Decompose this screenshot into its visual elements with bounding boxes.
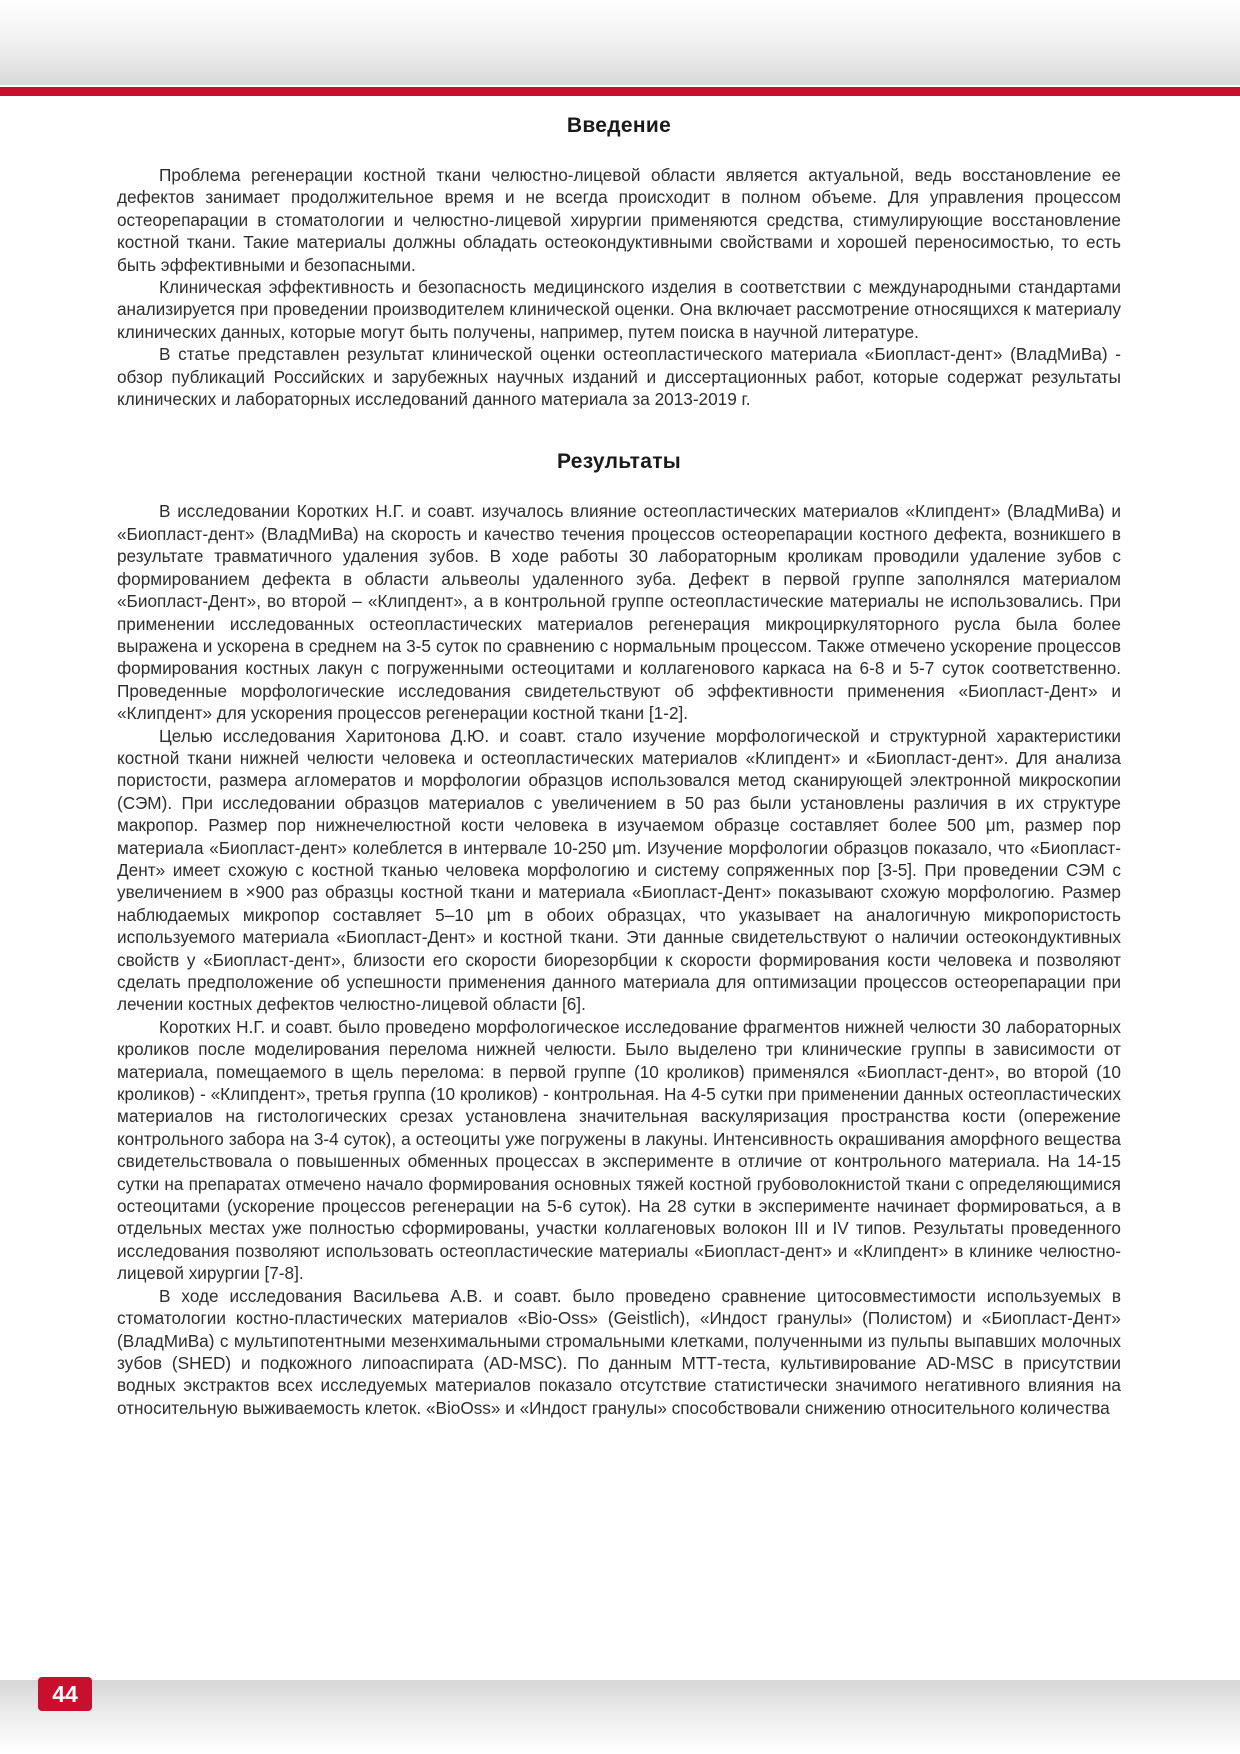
intro-paragraph-1: Проблема регенерации костной ткани челюстно-лицевой области является актуальной, ведь восстановление ее дефектов занимает продолжительное время и не всегда происходит в полном объеме. Для управления процессом остеорепарации в стоматологии и челюстно-лицевой хирургии применяются средства, стимулирующие восстановление костной ткани. Такие материалы должны обладать остеокондуктивными свойствами и хорошей переносимостью, то есть быть эффективными и безопасными.: [117, 165, 1121, 275]
intro-paragraph-2: Клиническая эффективность и безопасность медицинского изделия в соответствии с международными стандартами анализируется при проведении производителем клинической оценки. Она включает рассмотрение относящихся к материалу клинических данных, которые могут быть получены, например, путем поиска в научной литературе.: [117, 277, 1121, 342]
page-number-badge: 44: [38, 1677, 92, 1711]
results-paragraph-2: Целью исследования Харитонова Д.Ю. и соавт. стало изучение морфологической и структурной характеристики костной ткани нижней челюсти человека и остеопластических материалов «Клипдент» и «Биопласт-дент». Для анализа пористости, размера агломератов и морфологии образцов использовался метод сканирующей электронной микроскопии (СЭМ). При исследовании образцов материалов с увеличением в 50 раз были установлены различия в их структуре макропор. Размер пор нижнечелюстной кости человека в изучаемом образце составляет более 500 μm, размер пор материала «Биопласт-дент» колеблется в интервале 10-250 μm. Изучение морфологии образцов показало, что «Биопласт-Дент» имеет схожую с костной тканью человека морфологию и систему сопряженных пор [3-5]. При проведении СЭМ с увеличением в ×900 раз образцы костной ткани и материала «Биопласт-Дент» показывают схожую морфологию. Размер наблюдаемых микропор составляет 5–10 μm в обоих образцах, что указывает на аналогичную микропористость используемого материала «Биопласт-Дент» и костной ткани. Эти данные свидетельствуют о наличии остеокондуктивных свойств у «Биопласт-дент», близости его скорости биорезорбции к скорости формирования кости человека и позволяют сделать предположение об успешности применения данного материала для оптимизации процессов остеорепарации при лечении костных дефектов челюстно-лицевой области [6].: [117, 725, 1121, 1015]
results-paragraph-1: В исследовании Коротких Н.Г. и соавт. изучалось влияние остеопластических материалов «Клипдент» (ВладМиВа) и «Биопласт-дент» (ВладМиВа) на скорость и качество течения процессов остеорепарации костного дефекта, возникшего в результате травматичного удаления зубов. В ходе работы 30 лабораторным кроликам проводили удаление зубов с формированием дефекта в области альвеолы удаленного зуба. Дефект в первой группе заполнялся материалом «Биопласт-Дент», во второй – «Клипдент», а в контрольной группе остеопластические материалы не использовались. При применении исследованных остеопластических материалов регенерация микроциркуляторного русла была более выражена и ускорена в среднем на 3-5 суток по сравнению с нормальным процессом. Также отмечено ускорение процессов формирования костных лакун с погруженными остеоцитами и коллагенового каркаса на 6-8 и 5-7 суток соответственно. Проведенные морфологические исследования свидетельствуют об эффективности применения «Биопласт-Дент» и «Клипдент» для ускорения процессов регенерации костной ткани [1-2].: [117, 501, 1121, 724]
intro-paragraph-3: В статье представлен результат клинической оценки остеопластического материала «Биопласт-дент» (ВладМиВа) - обзор публикаций Российских и зарубежных научных изданий и диссертационных работ, которые содержат результаты клинических и лабораторных исследований данного материала за 2013-2019 г.: [117, 344, 1121, 410]
results-paragraph-4: В ходе исследования Васильева А.В. и соавт. было проведено сравнение цитосовместимости используемых в стоматологии костно-пластических материалов «Bio-Oss» (Geistlich), «Индост гранулы» (Полистом) и «Биопласт-Дент» (ВладМиВа) с мультипотентными мезенхимальными стромальными клетками, полученными из пульпы выпавших молочных зубов (SHED) и подкожного липоаспирата (AD-MSC). По данным МТТ-теста, культивирование AD-MSC в присутствии водных экстрактов всех исследуемых материалов показало отсутствие статистически значимого негативного влияния на относительную выживаемость клеток. «BioOss» и «Индост гранулы» способствовали снижению относительного количества: [117, 1285, 1121, 1418]
section-title-intro: Введение: [566, 114, 672, 137]
footer-band: [0, 1680, 1240, 1754]
article-body: [117, 108, 1121, 1419]
header-accent-line: [0, 87, 1240, 96]
header-band: [0, 0, 1240, 85]
section-title-results: Результаты: [556, 450, 682, 474]
results-paragraph-3: Коротких Н.Г. и соавт. было проведено морфологическое исследование фрагментов нижней челюсти 30 лабораторных кроликов после моделирования перелома нижней челюсти. Было выделено три клинические группы в зависимости от материала, помещаемого в щель перелома: в первой группе (10 кроликов) применялся «Биопласт-дент», во второй (10 кроликов) - «Клипдент», третья группа (10 кроликов) - контрольная. На 4-5 сутки при применении данных остеопластических материалов на гистологических срезах установлена значительная васкуляризация пространства кости (опережение контрольного забора на 3-4 суток), а остеоциты уже погружены в лакуны. Интенсивность окрашивания аморфного вещества свидетельствовала о повышенных обменных процессах в эксперименте в отличие от контрольного материала. На 14-15 сутки на препаратах отмечено начало формирования основных тяжей костной грубоволокнистой ткани с определяющимися остеоцитами (ускорение процессов регенерации на 5-6 суток). На 28 сутки в эксперименте начинает формироваться, а в отдельных местах уже полностью сформированы, участки коллагеновых волокон III и IV типов. Результаты проведенного исследования позволяют использовать остеопластические материалы «Биопласт-дент» и «Клипдент» в клинике челюстно-лицевой хирургии [7-8].: [117, 1016, 1121, 1284]
